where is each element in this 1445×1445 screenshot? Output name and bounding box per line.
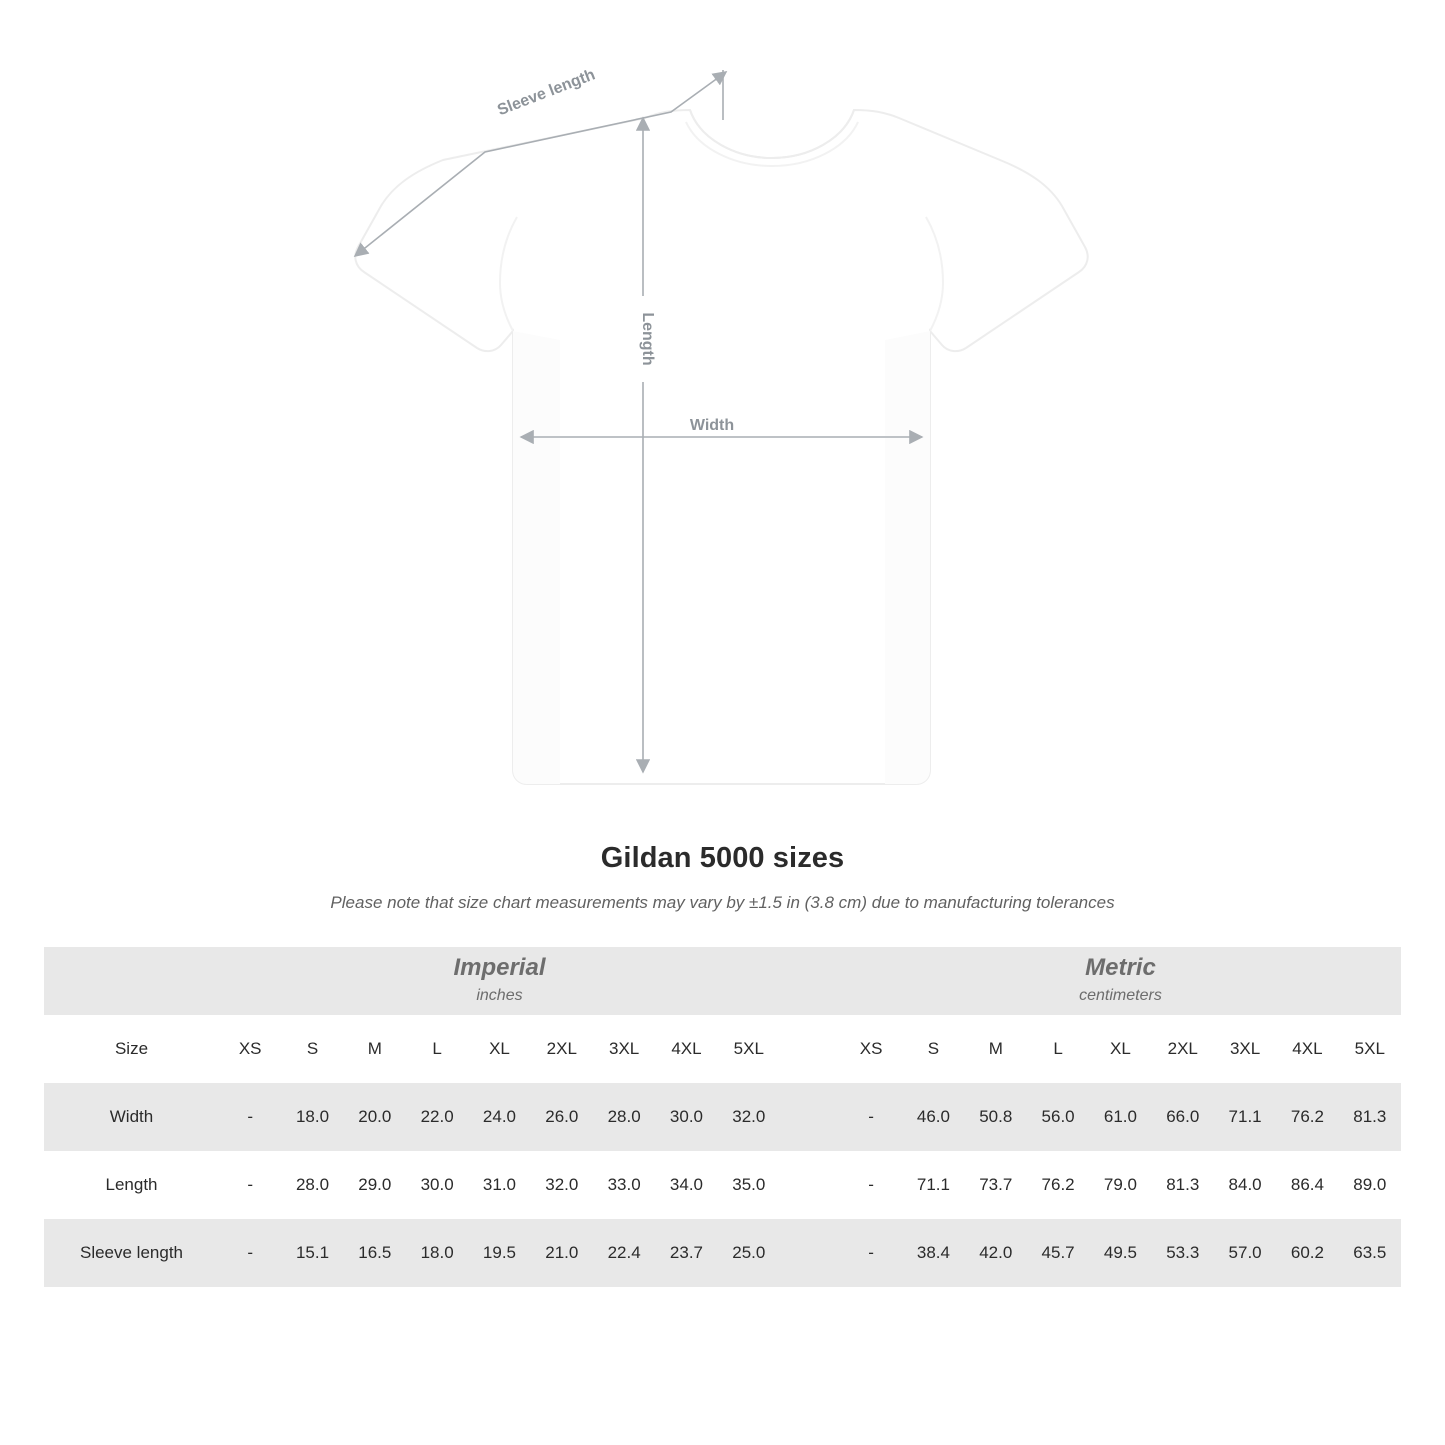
width-cm-2xl: 66.0: [1152, 1083, 1214, 1151]
header-imperial-4xl: 4XL: [655, 1015, 717, 1083]
length-cm-s: 71.1: [902, 1151, 964, 1219]
sleeve-in-2xl: 21.0: [531, 1219, 593, 1287]
header-metric-5xl: 5XL: [1339, 1015, 1401, 1083]
header-metric-4xl: 4XL: [1276, 1015, 1338, 1083]
width-in-2xl: 26.0: [531, 1083, 593, 1151]
width-cm-4xl: 76.2: [1276, 1083, 1338, 1151]
tolerance-note: Please note that size chart measurements may vary by ±1.5 in (3.8 cm) due to manufacturing tolerances: [330, 893, 1115, 912]
sleeve-in-4xl: 23.7: [655, 1219, 717, 1287]
sleeve-cm-xl: 49.5: [1089, 1219, 1151, 1287]
imperial-name: Imperial: [453, 954, 546, 982]
row-gap: [780, 1083, 840, 1151]
width-cm-l: 56.0: [1027, 1083, 1089, 1151]
length-cm-l: 76.2: [1027, 1151, 1089, 1219]
title-block: [0, 842, 1445, 913]
sleeve-cm-2xl: 53.3: [1152, 1219, 1214, 1287]
length-in-m: 29.0: [344, 1151, 406, 1219]
sleeve-in-xl: 19.5: [468, 1219, 530, 1287]
row-label-width: Width: [44, 1083, 219, 1151]
sleeve-cm-l: 45.7: [1027, 1219, 1089, 1287]
length-cm-xs: -: [840, 1151, 902, 1219]
sleeve-in-m: 16.5: [344, 1219, 406, 1287]
header-imperial-xs: XS: [219, 1015, 281, 1083]
width-in-l: 22.0: [406, 1083, 468, 1151]
table-row: [44, 1219, 1401, 1287]
header-imperial-3xl: 3XL: [593, 1015, 655, 1083]
length-label: Length: [639, 312, 656, 366]
header-metric-3xl: 3XL: [1214, 1015, 1276, 1083]
page-title: Gildan 5000 sizes: [600, 842, 845, 874]
table-row: [44, 1083, 1401, 1151]
length-in-4xl: 34.0: [655, 1151, 717, 1219]
header-metric-m: M: [965, 1015, 1027, 1083]
unit-header-gap: [780, 947, 840, 1015]
width-cm-5xl: 81.3: [1339, 1083, 1401, 1151]
row-gap: [780, 1151, 840, 1219]
header-imperial-l: L: [406, 1015, 468, 1083]
header-imperial-m: M: [344, 1015, 406, 1083]
length-cm-3xl: 84.0: [1214, 1151, 1276, 1219]
unit-header-imperial: [219, 947, 780, 1015]
sleeve-cm-xs: -: [840, 1219, 902, 1287]
length-cm-xl: 79.0: [1089, 1151, 1151, 1219]
length-in-2xl: 32.0: [531, 1151, 593, 1219]
sleeve-cm-3xl: 57.0: [1214, 1219, 1276, 1287]
sleeve-length-label: Sleeve length: [495, 66, 598, 120]
sleeve-in-xs: -: [219, 1219, 281, 1287]
row-gap: [780, 1219, 840, 1287]
length-cm-m: 73.7: [965, 1151, 1027, 1219]
width-in-3xl: 28.0: [593, 1083, 655, 1151]
header-gap: [780, 1015, 840, 1083]
width-in-4xl: 30.0: [655, 1083, 717, 1151]
length-in-l: 30.0: [406, 1151, 468, 1219]
length-in-xl: 31.0: [468, 1151, 530, 1219]
header-metric-xs: XS: [840, 1015, 902, 1083]
sleeve-cm-s: 38.4: [902, 1219, 964, 1287]
length-in-3xl: 33.0: [593, 1151, 655, 1219]
length-in-s: 28.0: [281, 1151, 343, 1219]
width-cm-xs: -: [840, 1083, 902, 1151]
header-imperial-2xl: 2XL: [531, 1015, 593, 1083]
length-cm-5xl: 89.0: [1339, 1151, 1401, 1219]
header-metric-l: L: [1027, 1015, 1089, 1083]
size-table: [44, 947, 1401, 1287]
width-cm-m: 50.8: [965, 1083, 1027, 1151]
unit-header-row: [44, 947, 1401, 1015]
width-cm-3xl: 71.1: [1214, 1083, 1276, 1151]
sleeve-cm-4xl: 60.2: [1276, 1219, 1338, 1287]
header-imperial-5xl: 5XL: [718, 1015, 780, 1083]
header-imperial-xl: XL: [468, 1015, 530, 1083]
header-metric-2xl: 2XL: [1152, 1015, 1214, 1083]
sleeve-cm-m: 42.0: [965, 1219, 1027, 1287]
width-cm-xl: 61.0: [1089, 1083, 1151, 1151]
sleeve-in-3xl: 22.4: [593, 1219, 655, 1287]
row-label-length: Length: [44, 1151, 219, 1219]
sleeve-in-s: 15.1: [281, 1219, 343, 1287]
sleeve-in-5xl: 25.0: [718, 1219, 780, 1287]
length-in-xs: -: [219, 1151, 281, 1219]
imperial-sub: inches: [476, 987, 523, 1005]
width-in-s: 18.0: [281, 1083, 343, 1151]
width-in-m: 20.0: [344, 1083, 406, 1151]
metric-sub: centimeters: [1079, 987, 1162, 1005]
table-row: [44, 1151, 1401, 1219]
width-in-xs: -: [219, 1083, 281, 1151]
header-metric-s: S: [902, 1015, 964, 1083]
sleeve-cm-5xl: 63.5: [1339, 1219, 1401, 1287]
column-header-row: [44, 1015, 1401, 1083]
unit-header-spacer: [44, 947, 219, 1015]
sleeve-in-l: 18.0: [406, 1219, 468, 1287]
width-label: Width: [689, 417, 735, 434]
metric-name: Metric: [1085, 954, 1156, 982]
width-in-5xl: 32.0: [718, 1083, 780, 1151]
unit-header-metric: [840, 947, 1401, 1015]
row-label-sleeve-length: Sleeve length: [44, 1219, 219, 1287]
width-in-xl: 24.0: [468, 1083, 530, 1151]
length-cm-2xl: 81.3: [1152, 1151, 1214, 1219]
length-cm-4xl: 86.4: [1276, 1151, 1338, 1219]
header-imperial-s: S: [281, 1015, 343, 1083]
width-cm-s: 46.0: [902, 1083, 964, 1151]
size-table-wrapper: [44, 947, 1401, 1287]
length-in-5xl: 35.0: [718, 1151, 780, 1219]
header-size: Size: [44, 1015, 219, 1083]
header-metric-xl: XL: [1089, 1015, 1151, 1083]
tshirt-shape: [355, 110, 1087, 784]
